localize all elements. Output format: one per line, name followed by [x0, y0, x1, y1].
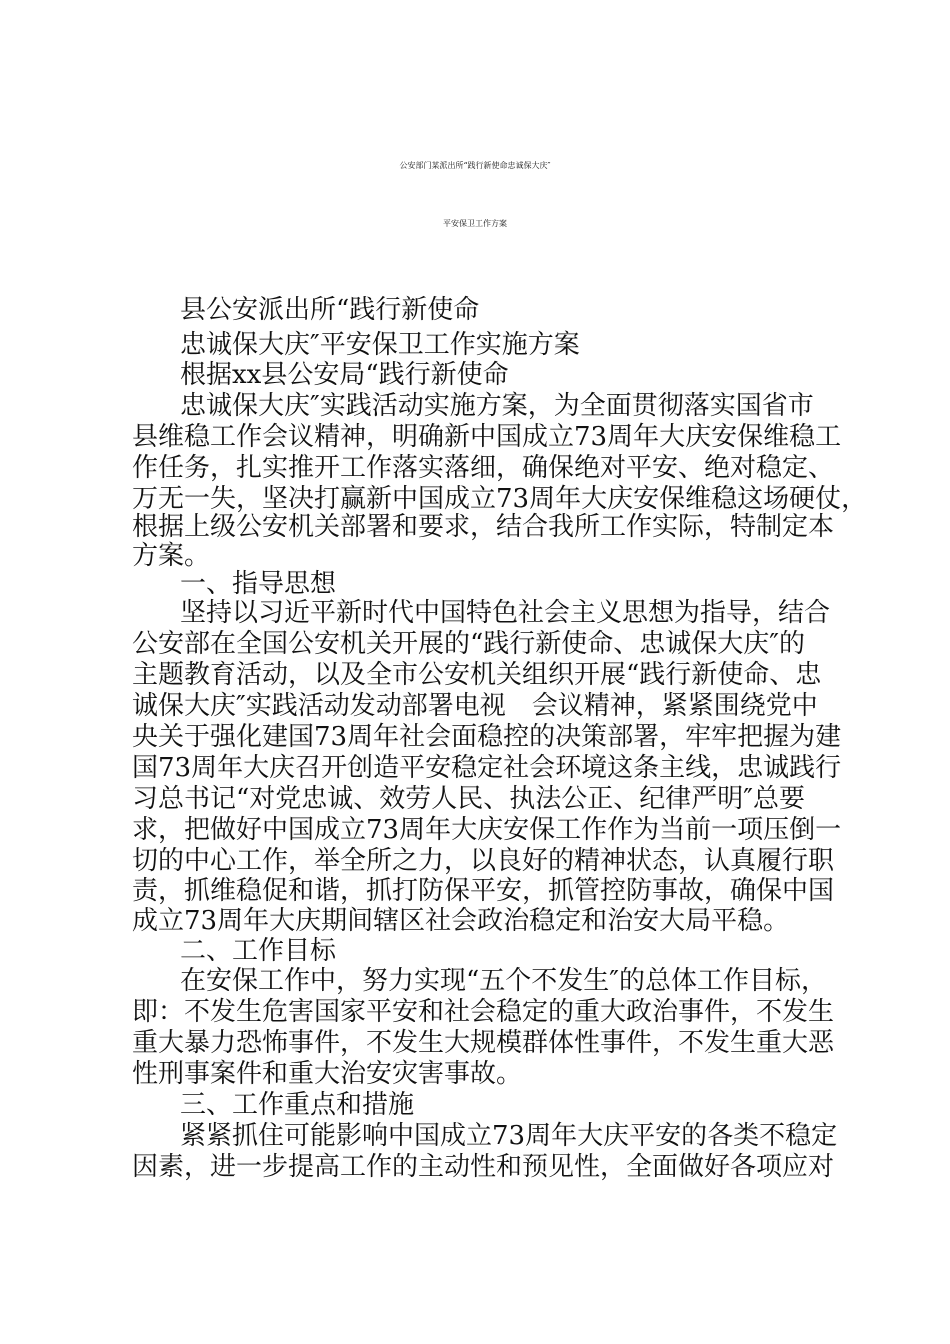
body-line: 重大暴力恐怖事件，不发生大规模群体性事件，不发生重大恶	[132, 1028, 835, 1058]
body-line: 在安保工作中，努力实现“五个不发生″的总体工作目标，	[180, 966, 828, 996]
body-line: 县维稳工作会议精神，明确新中国成立73周年大庆安保维稳工	[132, 422, 842, 452]
body-line: 责，抓维稳促和谐，抓打防保平安，抓管控防事故，确保中国	[132, 876, 835, 906]
body-line: 因素，进一步提高工作的主动性和预见性，全面做好各项应对	[132, 1152, 835, 1182]
body-line: 主题教育活动，以及全市公安机关组织开展“践行新使命、忠	[132, 660, 822, 690]
body-line: 即：不发生危害国家平安和社会稳定的重大政治事件，不发生	[132, 997, 835, 1027]
body-line: 央关于强化建国73周年社会面稳控的决策部署，牢牢把握为建	[132, 722, 842, 752]
body-line: 诚保大庆″实践活动发动部署电视 会议精神，紧紧围绕党中	[132, 691, 818, 721]
body-line: 紧紧抓住可能影响中国成立73周年大庆平安的各类不稳定	[180, 1121, 838, 1151]
body-line: 切的中心工作，举全所之力，以良好的精神状态，认真履行职	[132, 846, 835, 876]
section-heading: 二、工作目标	[180, 936, 337, 966]
section-heading: 三、工作重点和措施	[180, 1090, 415, 1120]
body-line: 公安部在全国公安机关开展的“践行新使命、忠诚保大庆″的	[132, 629, 806, 659]
body-line: 根据xx县公安局“践行新使命	[180, 360, 509, 390]
body-line: 习总书记“对党忠诚、效劳人民、执法公正、纪律严明″总要	[132, 784, 806, 814]
body-line: 万无一失，坚决打赢新中国成立73周年大庆安保维稳这场硬仗，	[132, 484, 868, 514]
body-line: 县公安派出所“践行新使命	[180, 295, 480, 325]
body-line: 国73周年大庆召开创造平安稳定社会环境这条主线，忠诚践行	[132, 753, 842, 783]
body-line: 性刑事案件和重大治安灾害事故。	[132, 1059, 523, 1089]
body-line: 求，把做好中国成立73周年大庆安保工作作为当前一项压倒一	[132, 815, 842, 845]
section-heading: 一、指导思想	[180, 569, 337, 599]
body-line: 忠诚保大庆″平安保卫工作实施方案	[180, 330, 580, 360]
body-line: 方案。	[132, 541, 211, 571]
body-line: 忠诚保大庆″实践活动实施方案，为全面贯彻落实国省市	[180, 391, 814, 421]
body-line: 成立73周年大庆期间辖区社会政治稳定和治安大局平稳。	[132, 906, 790, 936]
body-line: 坚持以习近平新时代中国特色社会主义思想为指导，结合	[180, 598, 831, 628]
body-line: 根据上级公安机关部署和要求，结合我所工作实际，特制定本	[132, 512, 835, 542]
body-line: 作任务，扎实推开工作落实落细，确保绝对平安、绝对稳定、	[132, 453, 835, 483]
document-title-line-1: 公安部门某派出所“践行新使命忠诚保大庆″	[399, 161, 551, 170]
document-title-line-2: 平安保卫工作方案	[443, 219, 507, 228]
